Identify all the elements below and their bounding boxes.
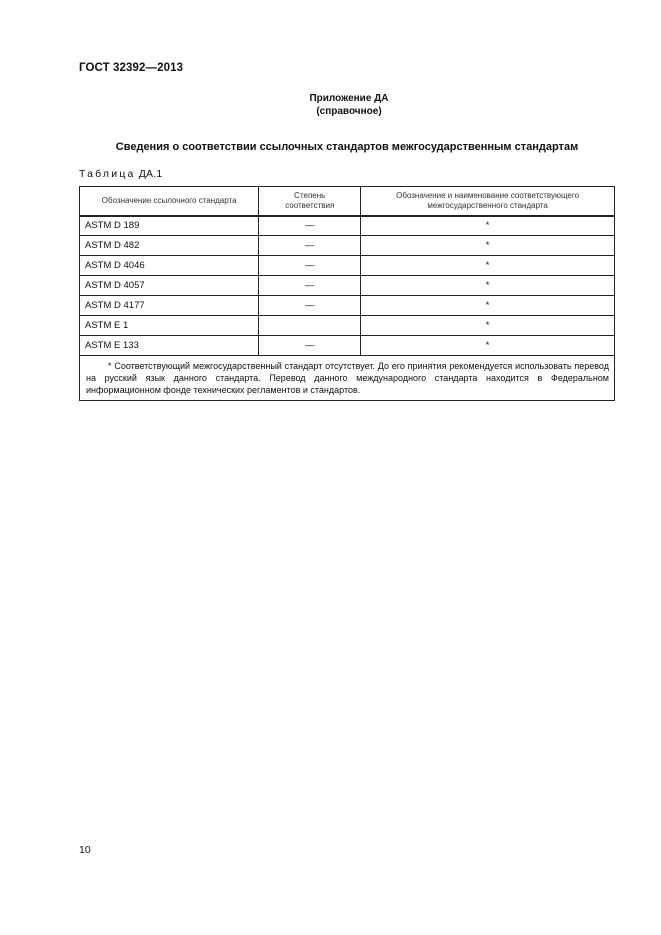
cell-degree: — — [259, 256, 361, 276]
table-footnote-row — [80, 356, 615, 401]
column-header-reference-standard: Обозначение ссылочного стандарта — [80, 187, 259, 216]
cell-degree: — — [259, 276, 361, 296]
document-code: ГОСТ 32392—2013 — [79, 62, 184, 74]
table-row — [80, 236, 615, 256]
standards-table — [79, 186, 615, 401]
table-caption-word: Таблица — [79, 168, 136, 180]
table-row — [80, 256, 615, 276]
cell-standard: ASTM D 482 — [80, 236, 259, 256]
cell-standard: ASTM D 4057 — [80, 276, 259, 296]
cell-degree: — — [259, 216, 361, 236]
table-row — [80, 336, 615, 356]
table-caption — [79, 168, 162, 180]
cell-degree: — — [259, 336, 361, 356]
cell-degree — [259, 316, 361, 336]
cell-interstate: * — [361, 236, 615, 256]
cell-interstate: * — [361, 276, 615, 296]
footnote-text: * Соответствующий межгосударственный стандарт отсутствует. До его принятия рекомендуется использовать перевод на русский язык данного стандарта. Перевод данного международного стандарта находится в Федеральном информационном фонде технических регламентов и стандартов. — [86, 361, 609, 395]
appendix-label — [0, 92, 661, 118]
column-header-degree: Степень соответствия — [259, 187, 361, 216]
table-row — [80, 316, 615, 336]
table-footnote — [80, 356, 615, 401]
cell-interstate: * — [361, 256, 615, 276]
cell-degree: — — [259, 296, 361, 316]
cell-interstate: * — [361, 296, 615, 316]
cell-standard: ASTM D 189 — [80, 216, 259, 236]
table-row — [80, 296, 615, 316]
cell-standard: ASTM D 4177 — [80, 296, 259, 316]
appendix-title: Приложение ДА — [309, 93, 389, 104]
section-heading: Сведения о соответствии ссылочных стандартов межгосударственным стандартам — [115, 141, 579, 153]
page-number: 10 — [79, 844, 91, 856]
table-header-row — [80, 187, 615, 216]
column-header-interstate-standard: Обозначение и наименование соответствующего межгосударственного стандарта — [361, 187, 615, 216]
cell-interstate: * — [361, 336, 615, 356]
table-caption-number: ДА.1 — [138, 168, 163, 180]
cell-standard: ASTM E 1 — [80, 316, 259, 336]
cell-standard: ASTM D 4046 — [80, 256, 259, 276]
table-row — [80, 276, 615, 296]
cell-interstate: * — [361, 316, 615, 336]
cell-interstate: * — [361, 216, 615, 236]
appendix-subtitle: (справочное) — [316, 106, 382, 117]
table-row — [80, 216, 615, 236]
cell-degree: — — [259, 236, 361, 256]
cell-standard: ASTM E 133 — [80, 336, 259, 356]
